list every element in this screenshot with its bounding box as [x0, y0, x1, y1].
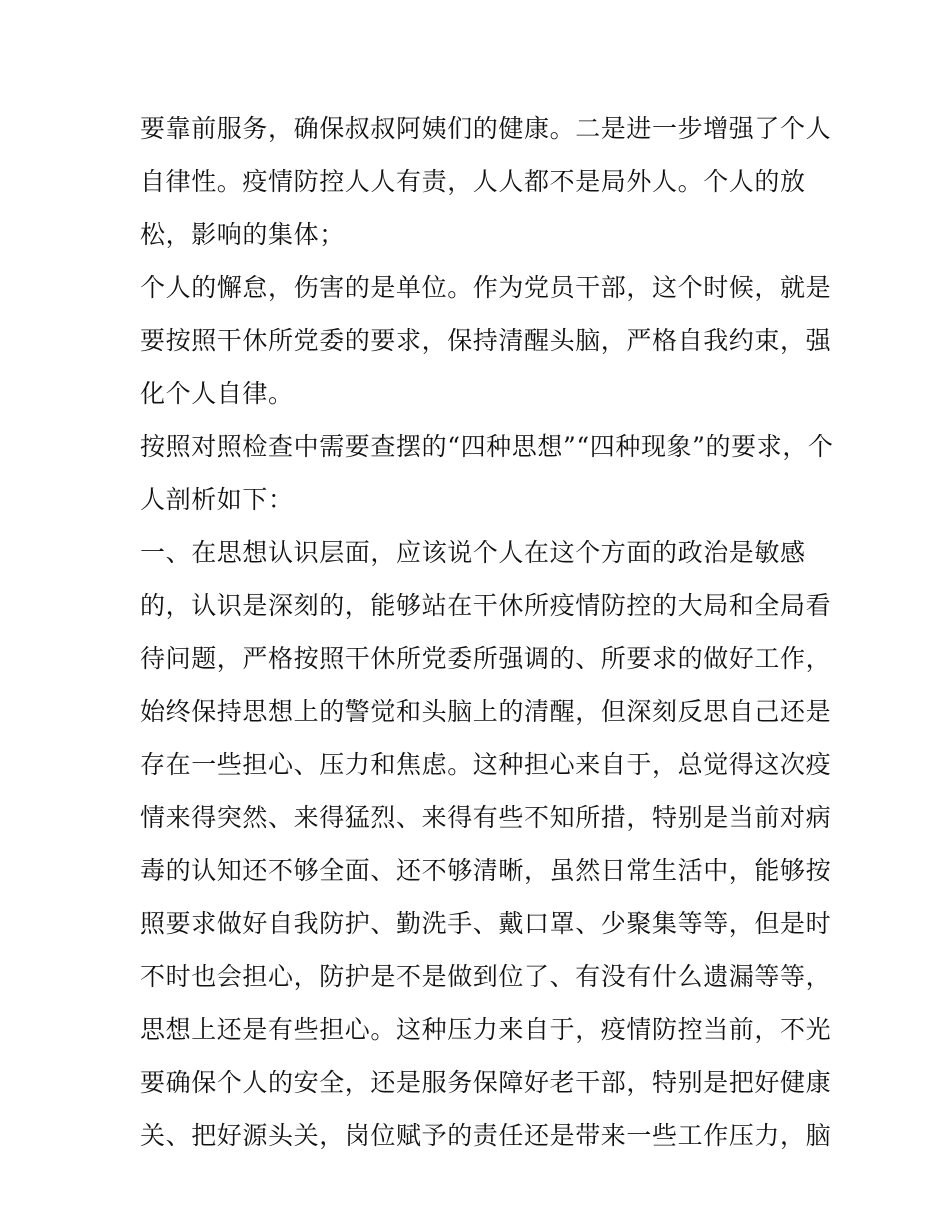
text-line: 人剖析如下：: [140, 485, 294, 514]
text-line: 要靠前服务，确保叔叔阿姨们的健康。二是进一步增强了个人: [140, 114, 832, 143]
text-line: 化个人自律。: [140, 379, 294, 408]
text-line: 要按照干休所党委的要求，保持清醒头脑，严格自我约束，强: [140, 326, 832, 355]
text-line: 按照对照检查中需要查摆的“四种思想”“四种现象”的要求，个: [140, 432, 834, 461]
text-line: 毒的认知还不够全面、还不够清晰，虽然日常生活中，能够按: [140, 856, 832, 885]
text-line: 关、把好源头关，岗位赋予的责任还是带来一些工作压力，脑: [140, 1121, 832, 1150]
text-line: 存在一些担心、压力和焦虑。这种担心来自于，总觉得这次疫: [140, 750, 832, 779]
body-text: [140, 102, 834, 1162]
text-line: 个人的懈怠，伤害的是单位。作为党员干部，这个时候，就是: [140, 273, 832, 302]
text-line: 不时也会担心，防护是不是做到位了、有没有什么遗漏等等，: [140, 962, 832, 991]
text-line: 情来得突然、来得猛烈、来得有些不知所措，特别是当前对病: [140, 803, 832, 832]
text-line: 松，影响的集体；: [140, 220, 345, 249]
text-line: 自律性。疫情防控人人有责，人人都不是局外人。个人的放: [140, 167, 806, 196]
text-line: 始终保持思想上的警觉和头脑上的清醒，但深刻反思自己还是: [140, 697, 832, 726]
text-line: 待问题，严格按照干休所党委所强调的、所要求的做好工作，: [140, 644, 832, 673]
text-line: 思想上还是有些担心。这种压力来自于，疫情防控当前，不光: [140, 1015, 832, 1044]
text-line: 一、在思想认识层面，应该说个人在这个方面的政治是敏感: [140, 538, 806, 567]
text-line: 要确保个人的安全，还是服务保障好老干部，特别是把好健康: [140, 1068, 832, 1097]
text-line: 照要求做好自我防护、勤洗手、戴口罩、少聚集等等，但是时: [140, 909, 832, 938]
text-line: 的，认识是深刻的，能够站在干休所疫情防控的大局和全局看: [140, 591, 832, 620]
